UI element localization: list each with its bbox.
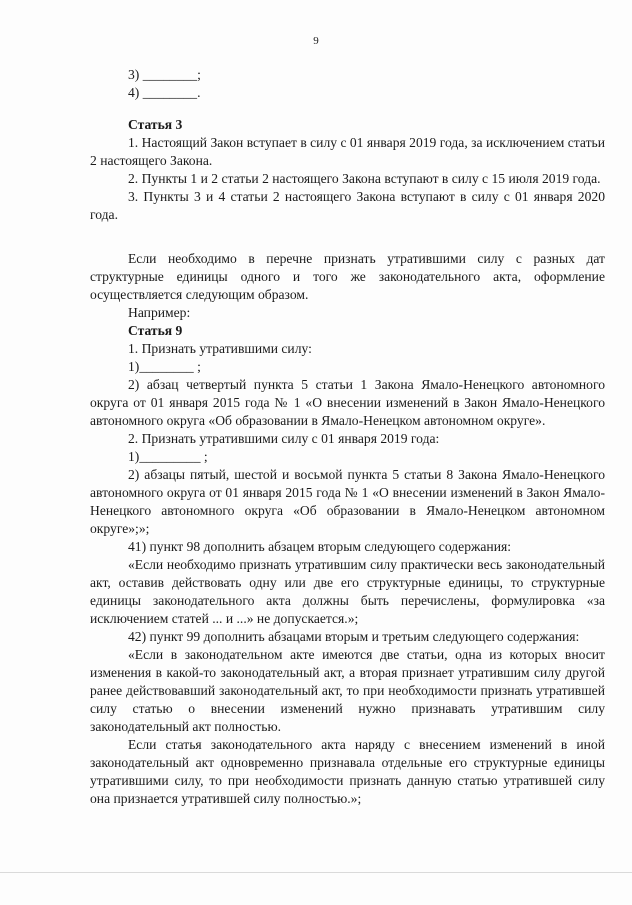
list-item-3: 3) ________; xyxy=(128,67,201,82)
item-42-quote-1: «Если в законодательном акте имеются две статьи, одна из которых вносит изменения в какой-то законодательный акт, а вторая признает утратившим силу другой ранее действовавший законодательный акт, то при необходимости признать утратившей силу статью о внесении изменений нужно признавать утратившим силу законодательный акт полностью. xyxy=(90,647,605,734)
item-42: 42) пункт 99 дополнить абзацами вторым и третьим следующего содержания: xyxy=(128,629,580,644)
page-bottom-divider xyxy=(0,872,632,873)
article-3-heading: Статья 3 xyxy=(128,117,183,132)
list-item-4: 4) ________. xyxy=(128,85,201,100)
document-body xyxy=(90,66,605,808)
explanation-paragraph: Если необходимо в перечне признать утратившими силу с разных дат структурные единицы одного и того же законодательного акта, оформление осуществляется следующим образом. xyxy=(90,251,605,302)
page-number: 9 xyxy=(313,35,319,47)
item-42-quote-2: Если статья законодательного акта наряду с внесением изменений в иной законодательный акт одновременно признавала отдельные его структурные единицы утратившими силу, то при необходимости признать данную статью утратившей силу она признается утратившей силу полностью.»; xyxy=(90,737,605,806)
item-41: 41) пункт 98 дополнить абзацем вторым следующего содержания: xyxy=(128,539,511,554)
article-9-point-2-sub-2: 2) абзацы пятый, шестой и восьмой пункта 5 статьи 8 Закона Ямало-Ненецкого автономного округа от 01 января 2015 года № 1 «О внесении изменений в Закон Ямало-Ненецкого автономного округа «Об образовании в Ямало-Ненецком автономном округе»;»; xyxy=(90,467,605,536)
example-label: Например: xyxy=(128,305,191,320)
item-41-quote: «Если необходимо признать утратившим силу практически весь законодательный акт, оставив действовать одну или две его структурные единицы, то структурные единицы законодательного акта должны быть перечислены, формулировка «за исключением статей ... и ...» не допускается.»; xyxy=(90,557,605,626)
article-9-point-2: 2. Признать утратившими силу с 01 января 2019 года: xyxy=(128,431,440,446)
article-9-point-1-sub-1: 1)________ ; xyxy=(128,359,201,374)
article-3-point-3: 3. Пункты 3 и 4 статьи 2 настоящего Закона вступают в силу с 01 января 2020 года. xyxy=(90,189,605,222)
article-9-point-1-sub-2: 2) абзац четвертый пункта 5 статьи 1 Закона Ямало-Ненецкого автономного округа от 01 января 2015 года № 1 «О внесении изменений в Закон Ямало-Ненецкого автономного округа «Об образовании в Ямало-Ненецком автономном округе». xyxy=(90,377,605,428)
article-9-heading: Статья 9 xyxy=(128,323,183,338)
article-3-point-1: 1. Настоящий Закон вступает в силу с 01 января 2019 года, за исключением статьи 2 настоящего Закона. xyxy=(90,135,605,168)
article-9-point-1: 1. Признать утратившими силу: xyxy=(128,341,312,356)
article-9-point-2-sub-1: 1)_________ ; xyxy=(128,449,208,464)
article-3-point-2: 2. Пункты 1 и 2 статьи 2 настоящего Закона вступают в силу с 15 июля 2019 года. xyxy=(128,171,601,186)
